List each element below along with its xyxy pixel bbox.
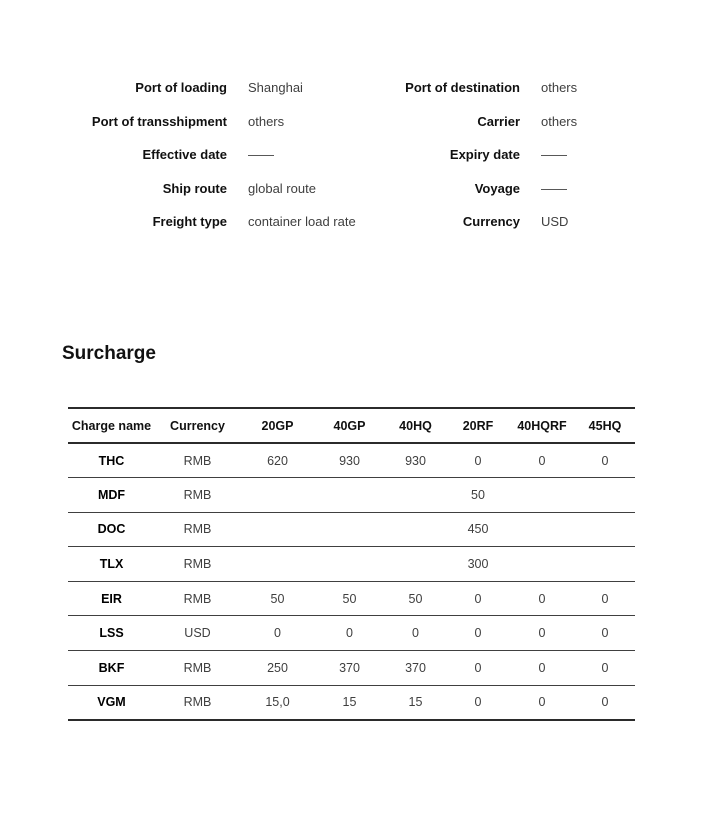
- surcharge-title: Surcharge: [62, 343, 156, 364]
- shipment-info-section: [0, 71, 702, 239]
- column-header: 40HQRF: [517, 418, 567, 433]
- value-cell: 0: [346, 626, 353, 641]
- info-label-right: Port of destination: [405, 80, 520, 96]
- table-row: [68, 443, 635, 478]
- value-cell: [509, 547, 575, 582]
- value-cell: [384, 512, 447, 547]
- surcharge-table: [68, 407, 635, 721]
- info-label-left: Freight type: [152, 214, 227, 230]
- column-header: 20GP: [261, 418, 294, 433]
- value-cell: 50: [408, 591, 423, 606]
- info-value-right: others: [541, 113, 578, 129]
- info-value-right: ——: [541, 147, 567, 163]
- value-cell: 50: [270, 591, 285, 606]
- value-cell: 0: [474, 695, 482, 710]
- value-cell: 0: [474, 453, 482, 468]
- value-cell: 620: [267, 453, 288, 468]
- value-cell: 50: [471, 487, 485, 502]
- table-row: [68, 581, 635, 616]
- info-label-right: Voyage: [474, 180, 520, 196]
- value-cell: [575, 478, 635, 513]
- info-value-right: ——: [541, 180, 567, 196]
- currency-cell: USD: [184, 626, 211, 641]
- value-cell: 0: [538, 591, 546, 606]
- value-cell: 450: [467, 522, 489, 537]
- table-row: [68, 547, 635, 582]
- value-cell: [315, 547, 384, 582]
- value-cell: 0: [538, 626, 546, 641]
- value-cell: 0: [474, 660, 482, 675]
- table-row: [68, 478, 635, 513]
- column-header: 45HQ: [588, 418, 622, 433]
- value-cell: 300: [467, 557, 489, 572]
- info-value-right: others: [541, 80, 578, 96]
- currency-cell: RMB: [183, 522, 212, 537]
- info-label-right: Carrier: [477, 113, 520, 129]
- column-header: 40HQ: [399, 418, 432, 433]
- charge-name-cell: LSS: [99, 626, 124, 641]
- table-row: [68, 512, 635, 547]
- value-cell: [384, 547, 447, 582]
- charge-name-cell: TLX: [99, 557, 124, 572]
- value-cell: 0: [474, 626, 482, 641]
- currency-cell: RMB: [183, 660, 212, 675]
- value-cell: 0: [538, 453, 546, 468]
- value-cell: 15,0: [265, 695, 290, 710]
- value-cell: 0: [274, 626, 281, 641]
- info-row: [0, 71, 702, 105]
- value-cell: [575, 512, 635, 547]
- value-cell: [315, 512, 384, 547]
- value-cell: [384, 478, 447, 513]
- value-cell: 930: [339, 453, 360, 468]
- value-cell: [240, 478, 315, 513]
- value-cell: [240, 547, 315, 582]
- value-cell: [509, 478, 575, 513]
- surcharge-table-body: [68, 443, 635, 720]
- value-cell: 0: [601, 660, 609, 675]
- currency-cell: RMB: [183, 557, 212, 572]
- value-cell: 0: [601, 626, 609, 641]
- info-value-right: USD: [541, 214, 569, 230]
- info-label-left: Effective date: [142, 147, 227, 163]
- value-cell: 15: [408, 695, 423, 710]
- value-cell: 370: [405, 660, 426, 675]
- info-value-left: container load rate: [248, 214, 356, 230]
- charge-name-cell: THC: [98, 453, 125, 468]
- charge-name-cell: MDF: [97, 487, 126, 502]
- currency-cell: RMB: [183, 453, 212, 468]
- column-header: 20RF: [462, 418, 494, 433]
- charge-name-cell: VGM: [97, 695, 126, 710]
- value-cell: 0: [538, 660, 546, 675]
- info-label-left: Ship route: [162, 180, 227, 196]
- value-cell: 0: [538, 695, 546, 710]
- surcharge-header-row: [68, 408, 635, 443]
- currency-cell: RMB: [183, 591, 212, 606]
- info-value-left: global route: [248, 180, 316, 196]
- value-cell: 0: [474, 591, 482, 606]
- value-cell: 50: [342, 591, 357, 606]
- info-value-left: others: [248, 113, 285, 129]
- value-cell: [315, 478, 384, 513]
- info-row: [0, 172, 702, 206]
- value-cell: 250: [267, 660, 288, 675]
- table-row: [68, 651, 635, 686]
- value-cell: 15: [342, 695, 357, 710]
- value-cell: 0: [601, 591, 609, 606]
- value-cell: [575, 547, 635, 582]
- value-cell: 0: [601, 695, 609, 710]
- value-cell: [240, 512, 315, 547]
- info-row: [0, 205, 702, 239]
- currency-cell: RMB: [183, 487, 212, 502]
- info-label-right: Expiry date: [449, 147, 520, 163]
- table-row: [68, 616, 635, 651]
- column-header: Currency: [170, 418, 225, 433]
- info-value-left: Shanghai: [248, 80, 303, 96]
- info-label-right: Currency: [462, 214, 520, 230]
- column-header: Charge name: [71, 418, 152, 433]
- currency-cell: RMB: [183, 695, 212, 710]
- info-row: [0, 138, 702, 172]
- info-row: [0, 105, 702, 139]
- value-cell: 0: [412, 626, 419, 641]
- info-label-left: Port of loading: [135, 80, 227, 96]
- charge-name-cell: BKF: [98, 660, 125, 675]
- value-cell: 930: [405, 453, 426, 468]
- info-label-left: Port of transshipment: [91, 113, 227, 129]
- info-value-left: ——: [248, 147, 274, 163]
- value-cell: 370: [339, 660, 360, 675]
- value-cell: 0: [601, 453, 609, 468]
- column-header: 40GP: [333, 418, 366, 433]
- table-row: [68, 685, 635, 720]
- charge-name-cell: EIR: [101, 591, 122, 606]
- charge-name-cell: DOC: [97, 522, 126, 537]
- value-cell: [509, 512, 575, 547]
